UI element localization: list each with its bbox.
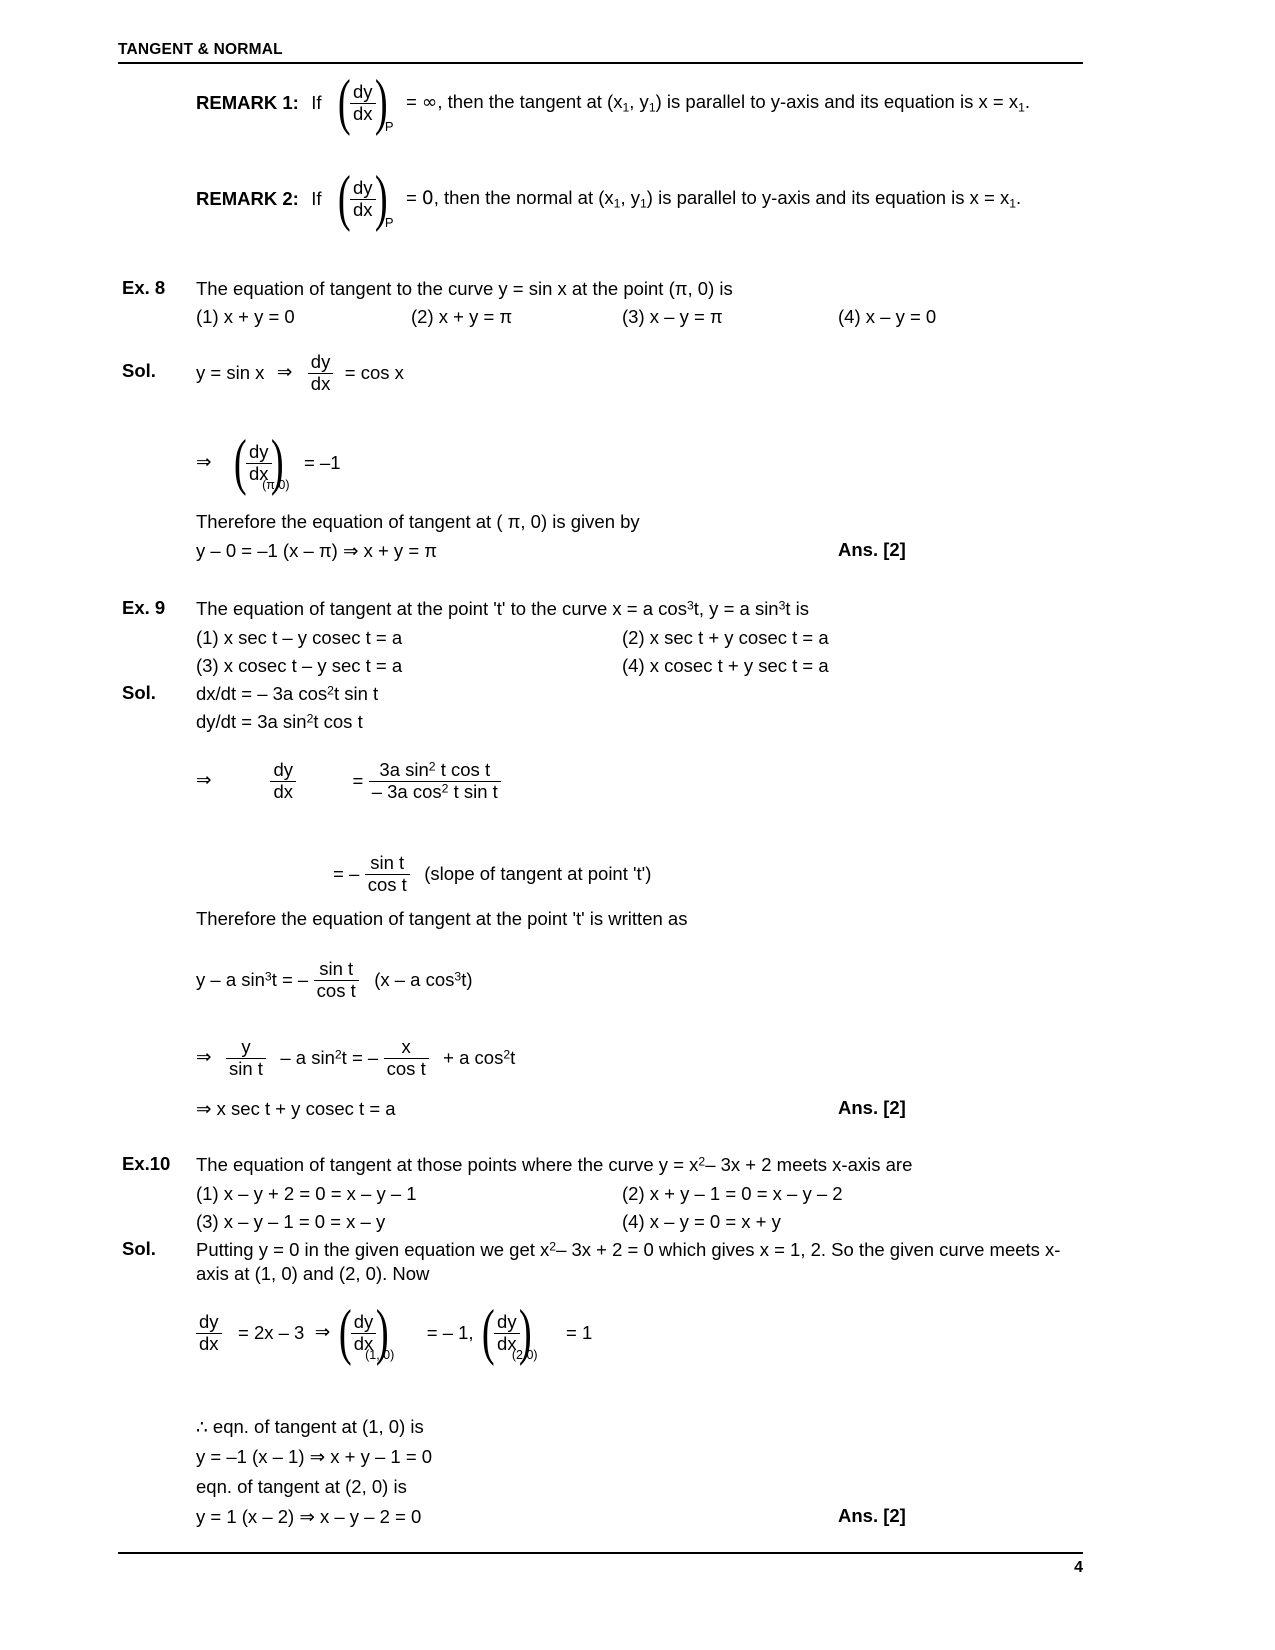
example-9-dy: dy [273,759,293,780]
example-8-option-3: (3) x – y = π [622,306,723,327]
example-10-sol-text [196,1238,1091,1287]
example-10-dydx-fraction [196,1312,222,1354]
example-9-ratio-num-sup: 2 [428,759,436,774]
example-10-point1-paren [335,1311,395,1363]
example-10-sol-post: – 3x + 2 = 0 which gives x = 1, 2. So the given curve meets x-axis at (1, 0) and (2, 0). Now [196,1239,1061,1285]
example-10-sol-pre: Putting y = 0 in the given equation we get x [196,1239,550,1260]
example-9-final-den-2: cos t [384,1058,429,1080]
remark-2-if: If [311,188,322,210]
remark-2-sub-2: 1 [639,197,647,211]
example-9-dydt-b: t cos t [313,711,363,732]
example-10-question-sup: 2 [698,1154,706,1169]
example-10-point1-dx: dx [351,1333,377,1355]
example-9-dx: dx [270,781,296,803]
example-9-slope-num: sin t [370,852,405,873]
example-9-eqn-lhs-b: t = – [271,969,309,991]
example-9-tangent-text: Therefore the equation of tangent at the point 't' is written as [196,908,688,929]
example-9-ratio-den-sup: 2 [441,781,449,796]
example-8-sol-label: Sol. [122,360,156,381]
example-10-option-2: (2) x + y – 1 = 0 = x – y – 2 [622,1183,843,1204]
example-9-slope-equals: = – [333,863,360,885]
implies-icon: ⇒ [314,1322,331,1344]
example-9-final-tail [443,1046,515,1070]
example-9-tangent-equation [196,959,473,1001]
example-9-number: Ex. 9 [122,597,166,618]
remark-2-sub-3: 1 [1009,197,1017,211]
example-9-eqn-rhs [374,968,472,992]
example-9-answer: Ans. [2] [838,1097,906,1118]
remark-1-dx: dx [350,103,376,125]
example-9-eqn-fraction [314,959,359,1001]
example-10-line-d: y = 1 (x – 2) ⇒ x – y – 2 = 0 [196,1506,422,1527]
example-9-option-2: (2) x sec t + y cosec t = a [622,627,829,648]
example-9-eqn-lhs [196,968,308,992]
remark-1-derivative-fraction [350,82,376,124]
example-9-ratio-den-b: t sin t [448,780,498,802]
remark-1-derivative-paren [334,81,394,135]
example-8-dx: dx [308,373,334,395]
example-9-ratio-row [196,760,501,802]
example-9-question-pre: The equation of tangent at the point 't' to the curve x = a cos [196,598,687,619]
example-9-eqn-rhs-a: (x – a cos [374,969,455,991]
example-9-question-mid: t, y = a sin [693,598,779,619]
remark-2-label: REMARK 2: [196,188,299,210]
example-10-point2-value: = 1 [566,1322,593,1344]
example-9-result: ⇒ x sec t + y cosec t = a [196,1098,396,1119]
example-9-sup-2: 3 [778,598,786,613]
page-header [118,42,1083,64]
example-9-final-mid-sup: 2 [334,1047,342,1062]
remark-1-equals: = [405,91,422,113]
example-10-option-1: (1) x – y + 2 = 0 = x – y – 1 [196,1183,417,1204]
example-10-sol-label: Sol. [122,1238,156,1259]
example-9-question [196,597,809,621]
example-8-answer: Ans. [2] [838,539,906,560]
remark-1-tail [406,90,1030,116]
example-9-slope-row [333,853,651,895]
header-divider [118,62,1083,64]
example-9-dydx-fraction [270,760,296,802]
example-9-final-num-2: x [401,1036,411,1057]
page-number: 4 [1074,1559,1083,1576]
example-8-derivative-paren [230,441,290,493]
example-9-ratio-equals: = [352,770,364,792]
example-10-question [196,1153,912,1177]
example-8-eval-dx: dx [246,463,272,485]
example-10-number: Ex.10 [122,1153,171,1174]
remark-2-paren-subscript: P [384,215,394,231]
example-10-question-pre: The equation of tangent at those points where the curve y = x [196,1154,699,1175]
example-8-cos-x: = cos x [344,362,404,384]
remark-1-text-b: , then the tangent at (x [437,91,623,113]
example-10-line-a: ∴ eqn. of tangent at (1, 0) is [196,1416,424,1437]
example-9-ratio-num-b: t cos t [435,759,491,780]
example-9-option-1: (1) x sec t – y cosec t = a [196,627,403,648]
example-9-dxdt-sup: 2 [327,683,334,698]
example-9-final-tail-sup: 2 [503,1047,511,1062]
remark-1-sub-1: 1 [622,101,630,115]
example-9-dydt-sup: 2 [306,711,314,726]
example-10-answer: Ans. [2] [838,1505,906,1526]
example-9-dxdt [196,682,378,706]
implies-icon: ⇒ [196,1047,212,1069]
remark-2-equals: = [405,187,422,209]
example-9-eqn-rhs-sup: 3 [454,969,462,984]
implies-icon: ⇒ [196,770,212,792]
example-8-option-2: (2) x + y = π [411,306,513,327]
remark-1-if: If [311,92,322,114]
example-10-point2-subscript: (2,0) [511,1348,538,1363]
remark-2 [196,177,1022,231]
remark-2-sub-1: 1 [613,197,621,211]
example-8-question: The equation of tangent to the curve y = sin x at the point (π, 0) is [196,278,733,299]
example-10-option-3: (3) x – y – 1 = 0 = x – y [196,1211,386,1232]
page-footer [118,1552,1083,1577]
example-8-conclusion-text: Therefore the equation of tangent at ( π, 0) is given by [196,511,640,532]
example-8-eval-dy: ( dy [248,441,269,462]
example-10-dy: dy [199,1311,219,1332]
remark-2-zero: 0 [421,188,434,210]
example-9-eqn-den: cos t [314,980,359,1002]
example-9-slope-note: (slope of tangent at point 't') [424,863,652,885]
example-9-dydt [196,710,363,734]
example-9-sup-1: 3 [686,598,694,613]
example-9-slope-den: cos t [365,874,410,896]
example-10-point1-dy: ( dy [353,1311,374,1332]
remark-1-dy: ( dy [352,81,373,102]
remark-2-text-c: , y [620,187,640,209]
example-9-final-mid-b: t = – [341,1047,379,1069]
remark-2-dy: ( dy [352,177,373,198]
remark-2-derivative-fraction [350,178,376,220]
example-9-dydt-a: dy/dt = 3a sin [196,711,307,732]
header-title: TANGENT & NORMAL [118,41,283,58]
infinity-icon: ∞ [421,92,438,114]
example-10-sol-sup: 2 [549,1239,557,1254]
example-8-step-derivative [196,352,404,394]
example-8-option-1: (1) x + y = 0 [196,306,295,327]
example-10-derivative-row [196,1311,593,1363]
example-9-eqn-num: sin t [319,958,354,979]
example-9-final-mid-a: – a sin [280,1047,335,1069]
example-9-eqn-lhs-a: y – a sin [196,969,265,991]
example-9-ratio-fraction [369,760,501,802]
remark-1-text-e: . [1024,91,1031,113]
remark-2-tail [406,186,1021,212]
remark-1-sub-3: 1 [1018,101,1025,115]
remark-2-text-b: , then the normal at (x [433,187,614,209]
example-10-line-b: y = –1 (x – 1) ⇒ x + y – 1 = 0 [196,1446,433,1467]
example-9-rearranged [196,1037,515,1079]
remark-1-sub-2: 1 [648,101,656,115]
example-9-dxdt-a: dx/dt = – 3a cos [196,683,328,704]
example-9-ratio-numerator [369,760,501,781]
example-10-option-4: (4) x – y = 0 = x + y [622,1211,781,1232]
example-9-final-fraction-2 [384,1037,429,1079]
example-9-final-tail-a: + a cos [443,1047,504,1069]
remark-2-text-d: ) is parallel to y-axis and its equation is x = x [646,187,1010,209]
example-8-eval-value: = –1 [303,452,341,474]
example-9-eqn-lhs-sup: 3 [264,969,272,984]
example-9-slope-fraction [365,853,410,895]
example-10-point1-subscript: (1, 0) [365,1348,395,1363]
remark-1-text-c: , y [629,91,649,113]
example-9-question-post: t is [785,598,810,619]
example-9-ratio-num-a: 3a sin [379,759,429,780]
example-10-point2-paren [478,1311,538,1363]
example-9-final-num-1: y [241,1036,251,1057]
example-10-point1-value: = – 1, [426,1322,474,1344]
example-10-deriv-equals: = 2x – 3 [238,1322,305,1344]
example-8-final-equation: y – 0 = –1 (x – π) ⇒ x + y = π [196,540,438,561]
example-10-line-c: eqn. of tangent at (2, 0) is [196,1476,407,1497]
remark-1-text-d: ) is parallel to y-axis and its equation is x = x [655,91,1019,113]
example-9-final-tail-b: t [510,1047,516,1069]
example-8-y-sin-x: y = sin x [196,362,265,384]
example-10-point2-dx: dx [494,1333,520,1355]
remark-1-paren-subscript: P [384,119,394,135]
example-9-ratio-den-a: – 3a cos [371,780,442,802]
example-8-dydx-fraction [308,352,334,394]
example-9-option-4: (4) x cosec t + y sec t = a [622,655,829,676]
example-8-dy: dy [310,351,331,372]
example-9-eqn-rhs-b: t) [461,969,473,991]
remark-2-text-e: . [1016,187,1022,209]
example-8-step-evaluate [196,441,341,493]
example-10-point2-dy: ( dy [497,1311,517,1332]
remark-2-derivative-paren [334,177,394,231]
example-9-final-fraction-1 [226,1037,266,1079]
example-9-ratio-denominator [369,781,501,803]
example-9-dxdt-b: t sin t [333,683,379,704]
remark-1-label: REMARK 1: [196,92,299,114]
example-9-final-den-1: sin t [226,1058,266,1080]
remark-2-dx: dx [350,199,376,221]
implies-icon: ⇒ [276,362,293,384]
example-8-number: Ex. 8 [122,277,166,298]
implies-icon: ⇒ [196,452,212,474]
example-9-option-3: (3) x cosec t – y sec t = a [196,655,403,676]
example-10-question-post: – 3x + 2 meets x-axis are [705,1154,913,1175]
remark-1 [196,81,1031,135]
example-8-option-4: (4) x – y = 0 [838,306,937,327]
example-8-eval-point: (π,0) [262,478,290,493]
example-9-final-mid [280,1046,378,1070]
example-10-dx: dx [196,1333,222,1355]
example-9-sol-label: Sol. [122,682,156,703]
